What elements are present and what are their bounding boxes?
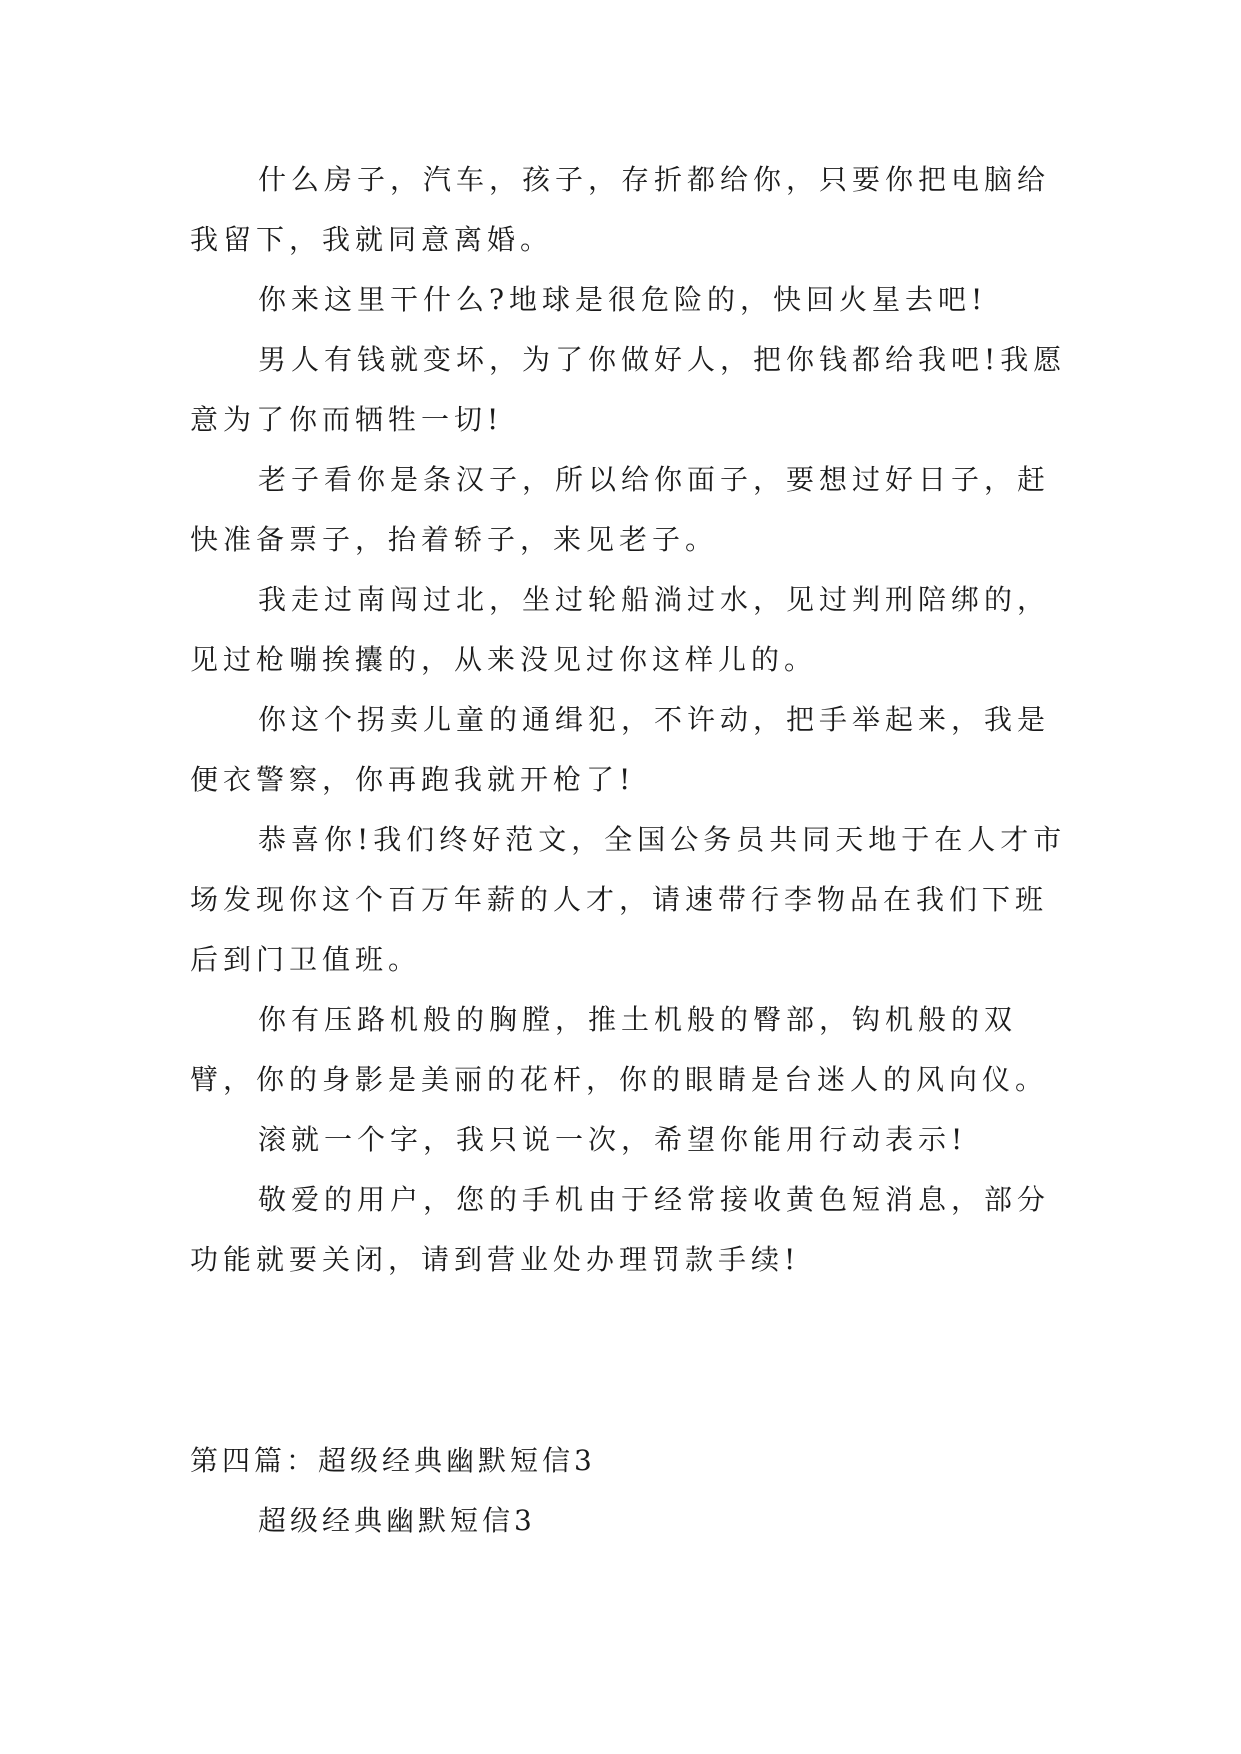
paragraph-1: 什么房子，汽车，孩子，存折都给你，只要你把电脑给我留下，我就同意离婚。 [190,163,1051,256]
paragraph-10: 敬爱的用户，您的手机由于经常接收黄色短消息，部分功能就要关闭，请到营业处办理罚款手续! [190,1183,1051,1276]
paragraph-4: 老子看你是条汉子，所以给你面子，要想过好日子，赶快准备票子，抬着轿子，来见老子。 [190,463,1051,556]
paragraph-6: 你这个拐卖儿童的通缉犯，不许动，把手举起来，我是便衣警察，你再跑我就开枪了! [190,703,1051,796]
paragraph-9: 滚就一个字，我只说一次，希望你能用行动表示! [258,1123,968,1156]
paragraph-3: 男人有钱就变坏，为了你做好人，把你钱都给我吧!我愿意为了你而牺牲一切! [190,343,1067,436]
section-subheading: 超级经典幽默短信3 [258,1504,536,1537]
paragraph-8: 你有压路机般的胸膛，推土机般的臀部，钩机般的双臂，你的身影是美丽的花杆，你的眼睛是台迷人的风向仪。 [190,1003,1049,1096]
paragraph-5: 我走过南闯过北，坐过轮船淌过水，见过判刑陪绑的，见过枪嘣挨攮的，从来没见过你这样儿的。 [190,583,1051,676]
section-heading: 第四篇：超级经典幽默短信3 [190,1444,596,1477]
paragraph-7: 恭喜你!我们终好范文，全国公务员共同天地于在人才市场发现你这个百万年薪的人才，请速带行李物品在我们下班后到门卫值班。 [190,823,1067,976]
paragraph-2: 你来这里干什么?地球是很危险的，快回火星去吧! [258,283,988,316]
